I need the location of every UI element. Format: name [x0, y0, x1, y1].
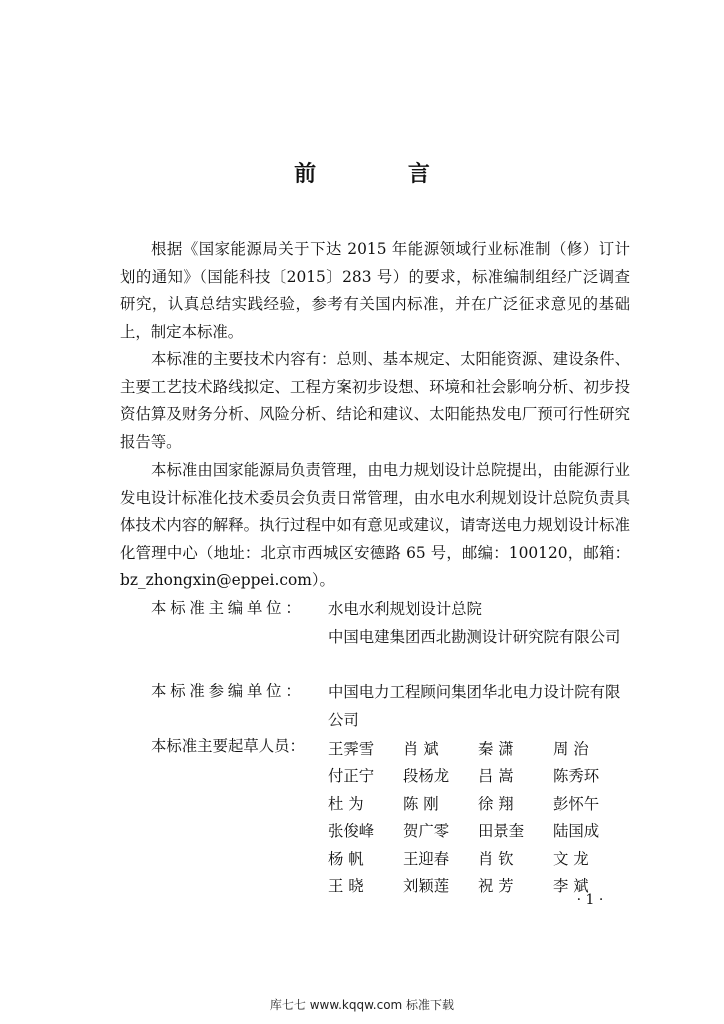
- drafters-row: [328, 817, 628, 845]
- drafter-name: 李 斌: [553, 877, 589, 896]
- paragraph-basis: 根据《国家能源局关于下达 2015 年能源领域行业标准制（修）订计划的通知》（国能科技〔2015〕283 号）的要求，标准编制组经广泛调查研究，认真总结实践经验，参考有关国内标准，并在广泛征求意见的基础上，制定本标准。: [120, 240, 630, 341]
- drafter-name: 田景奎: [478, 822, 525, 841]
- drafters-label: 本标准主要起草人员：: [151, 737, 305, 755]
- co-editor-label: 本标准参编单位：: [151, 682, 305, 700]
- drafter-name: 陆国成: [553, 822, 600, 841]
- drafter-name: 陈秀环: [553, 767, 600, 786]
- drafter-name: 肖 斌: [403, 739, 439, 758]
- drafter-name: 文 龙: [553, 849, 589, 868]
- drafters-list: [328, 734, 628, 899]
- drafters-row: [328, 762, 628, 790]
- drafter-name: 王迎春: [403, 849, 450, 868]
- drafter-name: 秦 潇: [478, 739, 514, 758]
- drafter-name: 吕 嵩: [478, 767, 514, 786]
- page-title: 前 言: [294, 162, 472, 187]
- drafter-name: 贺广零: [403, 822, 450, 841]
- drafter-name: 肖 钦: [478, 849, 514, 868]
- drafter-name: 周 治: [553, 739, 589, 758]
- drafters-row: [328, 844, 628, 872]
- paragraph-contents: 本标准的主要技术内容有：总则、基本规定、太阳能资源、建设条件、主要工艺技术路线拟定、工程方案初步设想、环境和社会影响分析、初步投资估算及财务分析、风险分析、结论和建议、太阳能热发电厂预可行性研究报告等。: [120, 350, 630, 451]
- drafter-name: 付正宁: [328, 767, 375, 786]
- drafter-name: 张俊峰: [328, 822, 375, 841]
- drafter-name: 刘颖莲: [403, 877, 450, 896]
- drafter-name: 王 晓: [328, 877, 364, 896]
- drafter-name: 王霁雪: [328, 739, 375, 758]
- footer-watermark: 库七七 www.kqqw.com 标准下载: [269, 998, 455, 1012]
- co-editor-value: 中国电力工程顾问集团华北电力设计院有限公司: [328, 683, 621, 729]
- drafter-name: 段杨龙: [403, 767, 450, 786]
- paragraph-management: 本标准由国家能源局负责管理，由电力规划设计总院提出，由能源行业发电设计标准化技术委员会负责日常管理，由水电水利规划设计总院负责具体技术内容的解释。执行过程中如有意见或建议，请寄送电力规划设计标准化管理中心（地址：北京市西城区安德路 65 号，邮编：100120，邮箱：bz_zhongxin@eppei.com）。: [120, 461, 630, 589]
- drafters-row: [328, 734, 628, 762]
- page-number: · 1 ·: [576, 892, 604, 908]
- drafter-name: 徐 翔: [478, 794, 514, 813]
- drafters-row: [328, 789, 628, 817]
- chief-editor-label: 本标准主编单位：: [151, 599, 305, 617]
- chief-editor-value: 水电水利规划设计总院 中国电建集团西北勘测设计研究院有限公司: [328, 600, 621, 646]
- drafter-name: 陈 刚: [403, 794, 439, 813]
- drafter-name: 杜 为: [328, 794, 364, 813]
- drafter-name: 彭怀午: [553, 794, 600, 813]
- drafter-name: 祝 芳: [478, 877, 514, 896]
- drafter-name: 杨 帆: [328, 849, 364, 868]
